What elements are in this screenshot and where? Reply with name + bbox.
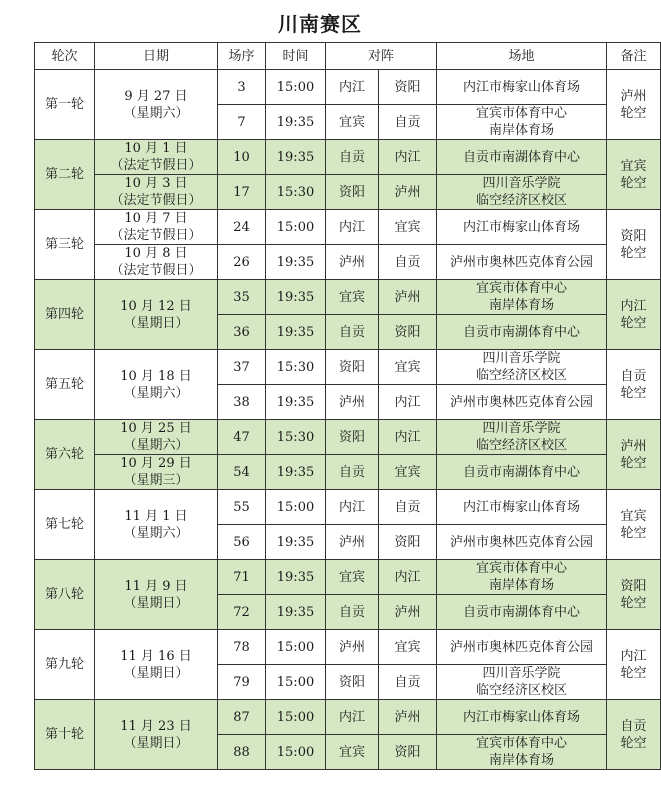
venue-line: 内江市梅家山体育场	[463, 79, 581, 95]
match-number: 79	[218, 665, 266, 700]
home-team: 内江	[326, 490, 379, 525]
kickoff-time: 19:35	[266, 280, 326, 315]
away-team: 内江	[379, 420, 437, 455]
table-row	[35, 140, 661, 175]
table-row	[35, 175, 661, 210]
venue-line: 南岸体育场	[489, 578, 555, 593]
bye-note	[607, 560, 661, 630]
match-date	[95, 490, 218, 560]
venue-line: 内江市梅家山体育场	[463, 499, 581, 515]
venue-line: 宜宾市体育中心	[476, 281, 568, 296]
kickoff-time: 19:35	[266, 140, 326, 175]
match-number: 55	[218, 490, 266, 525]
venue-line: 内江市梅家山体育场	[463, 219, 581, 235]
header-matchup: 对阵	[326, 43, 437, 70]
note-line: 轮空	[620, 175, 647, 191]
home-team: 资阳	[326, 665, 379, 700]
venue-line: 临空经济区校区	[476, 368, 568, 383]
away-team: 自贡	[379, 245, 437, 280]
home-team: 泸州	[326, 385, 379, 420]
date-line: （法定节假日）	[110, 158, 202, 173]
match-number: 3	[218, 70, 266, 105]
note-line: 宜宾	[620, 508, 647, 524]
away-team: 资阳	[379, 315, 437, 350]
match-date	[95, 455, 218, 490]
date-line: （法定节假日）	[110, 193, 202, 208]
note-line: 轮空	[620, 245, 647, 261]
date-line: 10 月 7 日	[124, 211, 188, 226]
kickoff-time: 15:00	[266, 70, 326, 105]
venue-line: 宜宾市体育中心	[476, 561, 568, 576]
kickoff-time: 19:35	[266, 385, 326, 420]
note-line: 轮空	[620, 385, 647, 401]
table-row	[35, 700, 661, 735]
venue	[437, 140, 607, 175]
date-line: 9 月 27 日	[124, 88, 188, 104]
table-row	[35, 560, 661, 595]
venue-line: 自贡市南湖体育中心	[463, 324, 581, 340]
home-team: 宜宾	[326, 105, 379, 140]
away-team: 内江	[379, 560, 437, 595]
match-number: 26	[218, 245, 266, 280]
date-line: （星期六）	[123, 438, 189, 453]
away-team: 宜宾	[379, 210, 437, 245]
venue-line: 泸州市奥林匹克体育公园	[450, 639, 594, 655]
away-team: 资阳	[379, 735, 437, 770]
header-date: 日期	[95, 43, 218, 70]
table-row	[35, 350, 661, 385]
venue-line: 南岸体育场	[489, 298, 555, 313]
date-line: 10 月 25 日	[120, 421, 192, 436]
header-note: 备注	[607, 43, 661, 70]
header-time: 时间	[266, 43, 326, 70]
table-row	[35, 455, 661, 490]
venue-line: 自贡市南湖体育中心	[463, 464, 581, 480]
venue	[437, 350, 607, 385]
note-line: 轮空	[620, 315, 647, 331]
match-date	[95, 70, 218, 140]
venue-line: 自贡市南湖体育中心	[463, 604, 581, 620]
away-team: 泸州	[379, 700, 437, 735]
match-date	[95, 700, 218, 770]
date-line: （星期六）	[123, 105, 189, 121]
date-line: （星期日）	[123, 735, 189, 751]
kickoff-time: 15:30	[266, 420, 326, 455]
venue	[437, 175, 607, 210]
match-number: 35	[218, 280, 266, 315]
home-team: 自贡	[326, 140, 379, 175]
home-team: 内江	[326, 700, 379, 735]
venue-line: 四川音乐学院	[482, 351, 561, 366]
home-team: 内江	[326, 210, 379, 245]
away-team: 自贡	[379, 105, 437, 140]
note-line: 自贡	[620, 718, 647, 734]
kickoff-time: 19:35	[266, 315, 326, 350]
venue-line: 临空经济区校区	[476, 438, 568, 453]
kickoff-time: 19:35	[266, 595, 326, 630]
match-number: 7	[218, 105, 266, 140]
match-date	[95, 245, 218, 280]
match-date	[95, 560, 218, 630]
venue	[437, 455, 607, 490]
kickoff-time: 15:30	[266, 175, 326, 210]
table-row	[35, 420, 661, 455]
note-line: 轮空	[620, 525, 647, 541]
note-line: 自贡	[620, 368, 647, 384]
home-team: 资阳	[326, 420, 379, 455]
away-team: 泸州	[379, 175, 437, 210]
away-team: 资阳	[379, 525, 437, 560]
venue-line: 临空经济区校区	[476, 193, 568, 208]
date-line: 10 月 1 日	[124, 141, 188, 156]
note-line: 内江	[620, 648, 647, 664]
page-title: 川南赛区	[278, 12, 362, 36]
bye-note	[607, 420, 661, 490]
venue-line: 宜宾市体育中心	[476, 736, 568, 751]
home-team: 资阳	[326, 350, 379, 385]
venue-line: 泸州市奥林匹克体育公园	[450, 394, 594, 410]
venue-line: 泸州市奥林匹克体育公园	[450, 534, 594, 550]
match-number: 17	[218, 175, 266, 210]
away-team: 资阳	[379, 70, 437, 105]
round-label: 第三轮	[35, 210, 95, 280]
note-line: 轮空	[620, 665, 647, 681]
date-line: 11 月 1 日	[124, 508, 188, 524]
note-line: 内江	[620, 298, 647, 314]
round-label: 第八轮	[35, 560, 95, 630]
table-row	[35, 70, 661, 105]
venue-line: 自贡市南湖体育中心	[463, 149, 581, 165]
home-team: 宜宾	[326, 280, 379, 315]
round-label: 第七轮	[35, 490, 95, 560]
home-team: 内江	[326, 70, 379, 105]
note-line: 轮空	[620, 735, 647, 751]
kickoff-time: 15:00	[266, 210, 326, 245]
kickoff-time: 19:35	[266, 560, 326, 595]
venue	[437, 105, 607, 140]
note-line: 轮空	[620, 595, 647, 611]
match-date	[95, 280, 218, 350]
header-round: 轮次	[35, 43, 95, 70]
venue	[437, 560, 607, 595]
bye-note	[607, 630, 661, 700]
table-row	[35, 490, 661, 525]
match-number: 87	[218, 700, 266, 735]
match-number: 38	[218, 385, 266, 420]
kickoff-time: 15:00	[266, 630, 326, 665]
note-line: 轮空	[620, 455, 647, 471]
kickoff-time: 15:00	[266, 735, 326, 770]
venue-line: 四川音乐学院	[482, 421, 561, 436]
venue	[437, 630, 607, 665]
venue	[437, 525, 607, 560]
match-date	[95, 350, 218, 420]
venue	[437, 385, 607, 420]
home-team: 宜宾	[326, 735, 379, 770]
date-line: （星期六）	[123, 525, 189, 541]
home-team: 资阳	[326, 175, 379, 210]
match-number: 56	[218, 525, 266, 560]
venue-line: 南岸体育场	[489, 123, 555, 138]
date-line: 10 月 12 日	[120, 298, 192, 314]
date-line: （星期日）	[123, 315, 189, 331]
date-line: （法定节假日）	[110, 263, 202, 278]
date-line: 11 月 9 日	[124, 578, 188, 594]
note-line: 轮空	[620, 105, 647, 121]
table-row	[35, 245, 661, 280]
home-team: 自贡	[326, 455, 379, 490]
kickoff-time: 15:00	[266, 490, 326, 525]
table-header	[35, 43, 661, 70]
away-team: 内江	[379, 140, 437, 175]
home-team: 自贡	[326, 315, 379, 350]
kickoff-time: 15:30	[266, 350, 326, 385]
date-line: 10 月 3 日	[124, 176, 188, 191]
away-team: 泸州	[379, 595, 437, 630]
date-line: 10 月 29 日	[120, 456, 192, 471]
match-number: 36	[218, 315, 266, 350]
home-team: 自贡	[326, 595, 379, 630]
date-line: （星期六）	[123, 385, 189, 401]
venue	[437, 665, 607, 700]
venue-line: 南岸体育场	[489, 753, 555, 768]
match-number: 10	[218, 140, 266, 175]
round-label: 第二轮	[35, 140, 95, 210]
round-label: 第一轮	[35, 70, 95, 140]
venue-line: 内江市梅家山体育场	[463, 709, 581, 725]
venue-line: 四川音乐学院	[482, 176, 561, 191]
note-line: 宜宾	[620, 158, 647, 174]
kickoff-time: 19:35	[266, 455, 326, 490]
round-label: 第五轮	[35, 350, 95, 420]
kickoff-time: 19:35	[266, 105, 326, 140]
match-number: 72	[218, 595, 266, 630]
date-line: （法定节假日）	[110, 228, 202, 243]
venue-line: 泸州市奥林匹克体育公园	[450, 254, 594, 270]
date-line: （星期三）	[123, 473, 189, 488]
venue-line: 四川音乐学院	[482, 666, 561, 681]
date-line: 11 月 16 日	[120, 648, 192, 664]
bye-note	[607, 70, 661, 140]
match-number: 71	[218, 560, 266, 595]
bye-note	[607, 210, 661, 280]
away-team: 宜宾	[379, 455, 437, 490]
kickoff-time: 19:35	[266, 525, 326, 560]
round-label: 第九轮	[35, 630, 95, 700]
match-number: 24	[218, 210, 266, 245]
away-team: 泸州	[379, 280, 437, 315]
venue	[437, 70, 607, 105]
header-match-number: 场序	[218, 43, 266, 70]
table-row	[35, 280, 661, 315]
match-date	[95, 175, 218, 210]
venue	[437, 490, 607, 525]
match-number: 78	[218, 630, 266, 665]
away-team: 宜宾	[379, 630, 437, 665]
table-body	[35, 70, 661, 770]
venue	[437, 420, 607, 455]
venue-line: 临空经济区校区	[476, 683, 568, 698]
away-team: 内江	[379, 385, 437, 420]
date-line: 10 月 8 日	[124, 246, 188, 261]
match-date	[95, 210, 218, 245]
header-venue: 场地	[437, 43, 607, 70]
bye-note	[607, 280, 661, 350]
match-number: 37	[218, 350, 266, 385]
date-line: （星期日）	[123, 665, 189, 681]
venue	[437, 210, 607, 245]
kickoff-time: 15:00	[266, 700, 326, 735]
match-number: 47	[218, 420, 266, 455]
bye-note	[607, 700, 661, 770]
bye-note	[607, 140, 661, 210]
match-number: 54	[218, 455, 266, 490]
note-line: 资阳	[620, 578, 647, 594]
away-team: 宜宾	[379, 350, 437, 385]
match-number: 88	[218, 735, 266, 770]
table-row	[35, 210, 661, 245]
note-line: 泸州	[620, 88, 647, 104]
home-team: 泸州	[326, 245, 379, 280]
home-team: 泸州	[326, 525, 379, 560]
date-line: 11 月 23 日	[120, 718, 192, 734]
date-line: 10 月 18 日	[120, 368, 192, 384]
home-team: 宜宾	[326, 560, 379, 595]
round-label: 第十轮	[35, 700, 95, 770]
bye-note	[607, 350, 661, 420]
match-date	[95, 140, 218, 175]
schedule-table	[34, 42, 661, 770]
kickoff-time: 19:35	[266, 245, 326, 280]
table-row	[35, 630, 661, 665]
note-line: 资阳	[620, 228, 647, 244]
venue	[437, 315, 607, 350]
venue	[437, 245, 607, 280]
bye-note	[607, 490, 661, 560]
venue	[437, 700, 607, 735]
kickoff-time: 15:00	[266, 665, 326, 700]
venue-line: 宜宾市体育中心	[476, 106, 568, 121]
round-label: 第六轮	[35, 420, 95, 490]
match-date	[95, 630, 218, 700]
venue	[437, 595, 607, 630]
match-date	[95, 420, 218, 455]
away-team: 自贡	[379, 490, 437, 525]
away-team: 自贡	[379, 665, 437, 700]
venue	[437, 735, 607, 770]
date-line: （星期日）	[123, 595, 189, 611]
round-label: 第四轮	[35, 280, 95, 350]
note-line: 泸州	[620, 438, 647, 454]
home-team: 泸州	[326, 630, 379, 665]
venue	[437, 280, 607, 315]
